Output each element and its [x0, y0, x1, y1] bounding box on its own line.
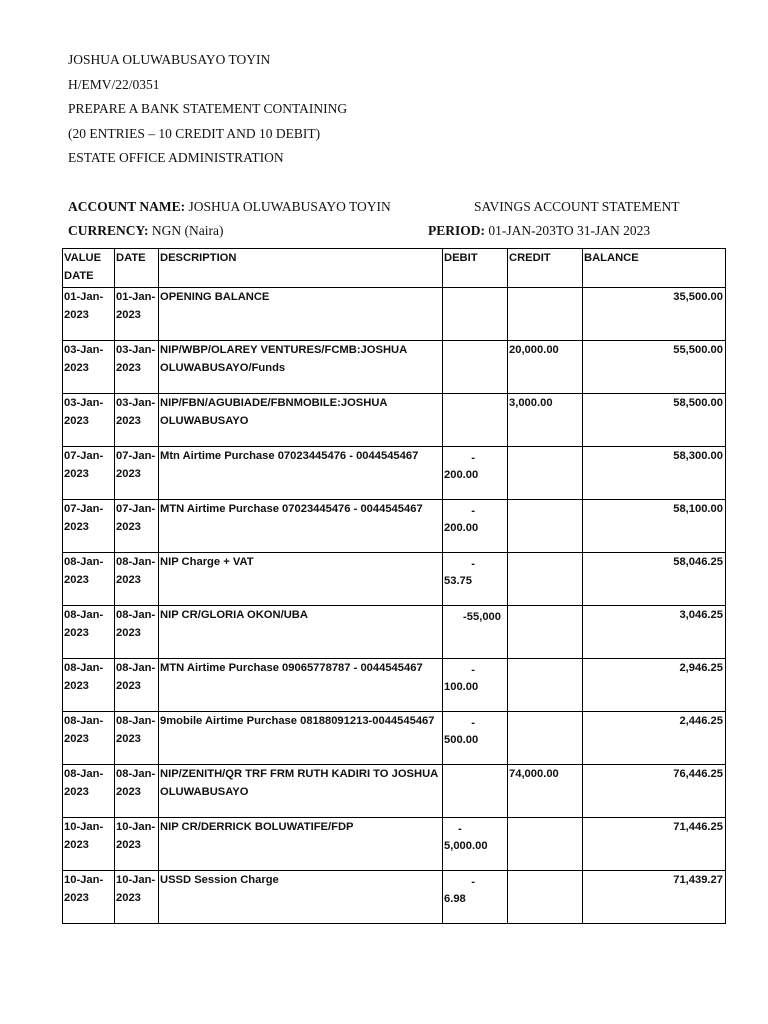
period-value: 01-JAN-203TO 31-JAN 2023 [485, 223, 651, 238]
header-date: DATE [115, 249, 159, 288]
cell-debit [443, 394, 508, 447]
cell-date: 08-Jan-2023 [115, 659, 159, 712]
cell-balance: 58,046.25 [583, 553, 726, 606]
header-credit: CREDIT [508, 249, 583, 288]
cell-value-date: 10-Jan-2023 [63, 871, 115, 924]
cell-debit [443, 818, 508, 871]
cell-date: 10-Jan-2023 [115, 871, 159, 924]
student-name: JOSHUA OLUWABUSAYO TOYIN [68, 52, 271, 67]
cell-debit [443, 606, 508, 659]
currency-label: CURRENCY: [68, 223, 149, 238]
debit-amount: 100.00 [444, 681, 479, 693]
debit-sign: - [471, 717, 475, 729]
cell-balance: 3,046.25 [583, 606, 726, 659]
entries-line: (20 ENTRIES – 10 CREDIT AND 10 DEBIT) [68, 125, 321, 141]
cell-date: 10-Jan-2023 [115, 818, 159, 871]
cell-description: NIP/ZENITH/QR TRF FRM RUTH KADIRI TO JOSHUA OLUWABUSAYO [159, 765, 443, 818]
cell-balance: 2,446.25 [583, 712, 726, 765]
header-description: DESCRIPTION [159, 249, 443, 288]
cell-date: 07-Jan-2023 [115, 447, 159, 500]
cell-value-date: 08-Jan-2023 [63, 553, 115, 606]
debit-amount: 5,000.00 [444, 840, 488, 852]
cell-date: 07-Jan-2023 [115, 500, 159, 553]
debit-sign: - [471, 664, 475, 676]
assignment-header [68, 50, 347, 173]
table-row [63, 341, 726, 394]
header-value-date: VALUE DATE [63, 249, 115, 288]
cell-balance: 35,500.00 [583, 288, 726, 341]
cell-value-date: 01-Jan-2023 [63, 288, 115, 341]
account-info [68, 197, 708, 245]
cell-debit [443, 447, 508, 500]
cell-date: 01-Jan-2023 [115, 288, 159, 341]
cell-description: NIP Charge + VAT [159, 553, 443, 606]
cell-debit [443, 553, 508, 606]
account-name-value: JOSHUA OLUWABUSAYO TOYIN [185, 199, 391, 214]
debit-amount: 200.00 [444, 522, 479, 534]
cell-value-date: 08-Jan-2023 [63, 712, 115, 765]
cell-credit [508, 606, 583, 659]
cell-description: USSD Session Charge [159, 871, 443, 924]
cell-description: NIP CR/DERRICK BOLUWATIFE/FDP [159, 818, 443, 871]
cell-value-date: 08-Jan-2023 [63, 606, 115, 659]
currency-value: NGN (Naira) [148, 223, 224, 238]
statement-type: SAVINGS ACCOUNT STATEMENT [474, 199, 680, 214]
table-row [63, 500, 726, 553]
course-line: ESTATE OFFICE ADMINISTRATION [68, 150, 284, 165]
cell-debit [443, 288, 508, 341]
debit-amount: 200.00 [444, 469, 479, 481]
cell-date: 08-Jan-2023 [115, 765, 159, 818]
cell-balance: 58,500.00 [583, 394, 726, 447]
cell-description: 9mobile Airtime Purchase 08188091213-0044545467 [159, 712, 443, 765]
cell-credit [508, 818, 583, 871]
cell-value-date: 07-Jan-2023 [63, 447, 115, 500]
debit-sign: - [471, 505, 475, 517]
debit-sign: - [471, 558, 475, 570]
header-debit: DEBIT [443, 249, 508, 288]
cell-credit: 20,000.00 [508, 341, 583, 394]
table-header-row [63, 249, 726, 288]
cell-credit [508, 500, 583, 553]
cell-balance: 55,500.00 [583, 341, 726, 394]
cell-description: OPENING BALANCE [159, 288, 443, 341]
debit-amount: -55,000 [463, 611, 501, 623]
statement-table [62, 248, 726, 924]
cell-description: MTN Airtime Purchase 09065778787 - 0044545467 [159, 659, 443, 712]
cell-credit [508, 659, 583, 712]
cell-credit [508, 553, 583, 606]
debit-amount: 500.00 [444, 734, 479, 746]
table-row [63, 659, 726, 712]
account-name-label: ACCOUNT NAME: [68, 199, 186, 214]
cell-date: 08-Jan-2023 [115, 553, 159, 606]
cell-credit [508, 712, 583, 765]
debit-sign: - [471, 876, 475, 888]
cell-value-date: 03-Jan-2023 [63, 394, 115, 447]
task-line: PREPARE A BANK STATEMENT CONTAINING [68, 101, 348, 116]
cell-date: 08-Jan-2023 [115, 606, 159, 659]
cell-balance: 71,439.27 [583, 871, 726, 924]
debit-sign: - [458, 823, 462, 835]
table-row [63, 712, 726, 765]
table-row [63, 288, 726, 341]
cell-date: 03-Jan-2023 [115, 394, 159, 447]
debit-amount: 53.75 [444, 575, 472, 587]
table-row [63, 871, 726, 924]
cell-balance: 2,946.25 [583, 659, 726, 712]
header-balance: BALANCE [583, 249, 726, 288]
cell-credit: 74,000.00 [508, 765, 583, 818]
cell-debit [443, 659, 508, 712]
debit-sign: - [471, 452, 475, 464]
cell-description: MTN Airtime Purchase 07023445476 - 0044545467 [159, 500, 443, 553]
cell-credit [508, 447, 583, 500]
cell-credit: 3,000.00 [508, 394, 583, 447]
cell-value-date: 03-Jan-2023 [63, 341, 115, 394]
matric-number: H/EMV/22/0351 [68, 76, 160, 92]
cell-balance: 76,446.25 [583, 765, 726, 818]
cell-date: 08-Jan-2023 [115, 712, 159, 765]
period-label: PERIOD: [428, 223, 485, 238]
table-row [63, 606, 726, 659]
cell-value-date: 07-Jan-2023 [63, 500, 115, 553]
cell-debit [443, 765, 508, 818]
cell-debit [443, 871, 508, 924]
cell-description: NIP/FBN/AGUBIADE/FBNMOBILE:JOSHUA OLUWABUSAYO [159, 394, 443, 447]
cell-debit [443, 500, 508, 553]
cell-balance: 71,446.25 [583, 818, 726, 871]
cell-debit [443, 712, 508, 765]
cell-date: 03-Jan-2023 [115, 341, 159, 394]
cell-description: NIP/WBP/OLAREY VENTURES/FCMB:JOSHUA OLUWABUSAYO/Funds [159, 341, 443, 394]
cell-value-date: 08-Jan-2023 [63, 765, 115, 818]
cell-value-date: 10-Jan-2023 [63, 818, 115, 871]
cell-credit [508, 288, 583, 341]
cell-credit [508, 871, 583, 924]
table-row [63, 447, 726, 500]
table-row [63, 394, 726, 447]
cell-balance: 58,300.00 [583, 447, 726, 500]
cell-value-date: 08-Jan-2023 [63, 659, 115, 712]
cell-description: NIP CR/GLORIA OKON/UBA [159, 606, 443, 659]
cell-debit [443, 341, 508, 394]
cell-balance: 58,100.00 [583, 500, 726, 553]
debit-amount: 6.98 [444, 893, 466, 905]
cell-description: Mtn Airtime Purchase 07023445476 - 0044545467 [159, 447, 443, 500]
table-row [63, 553, 726, 606]
table-row [63, 818, 726, 871]
table-row [63, 765, 726, 818]
